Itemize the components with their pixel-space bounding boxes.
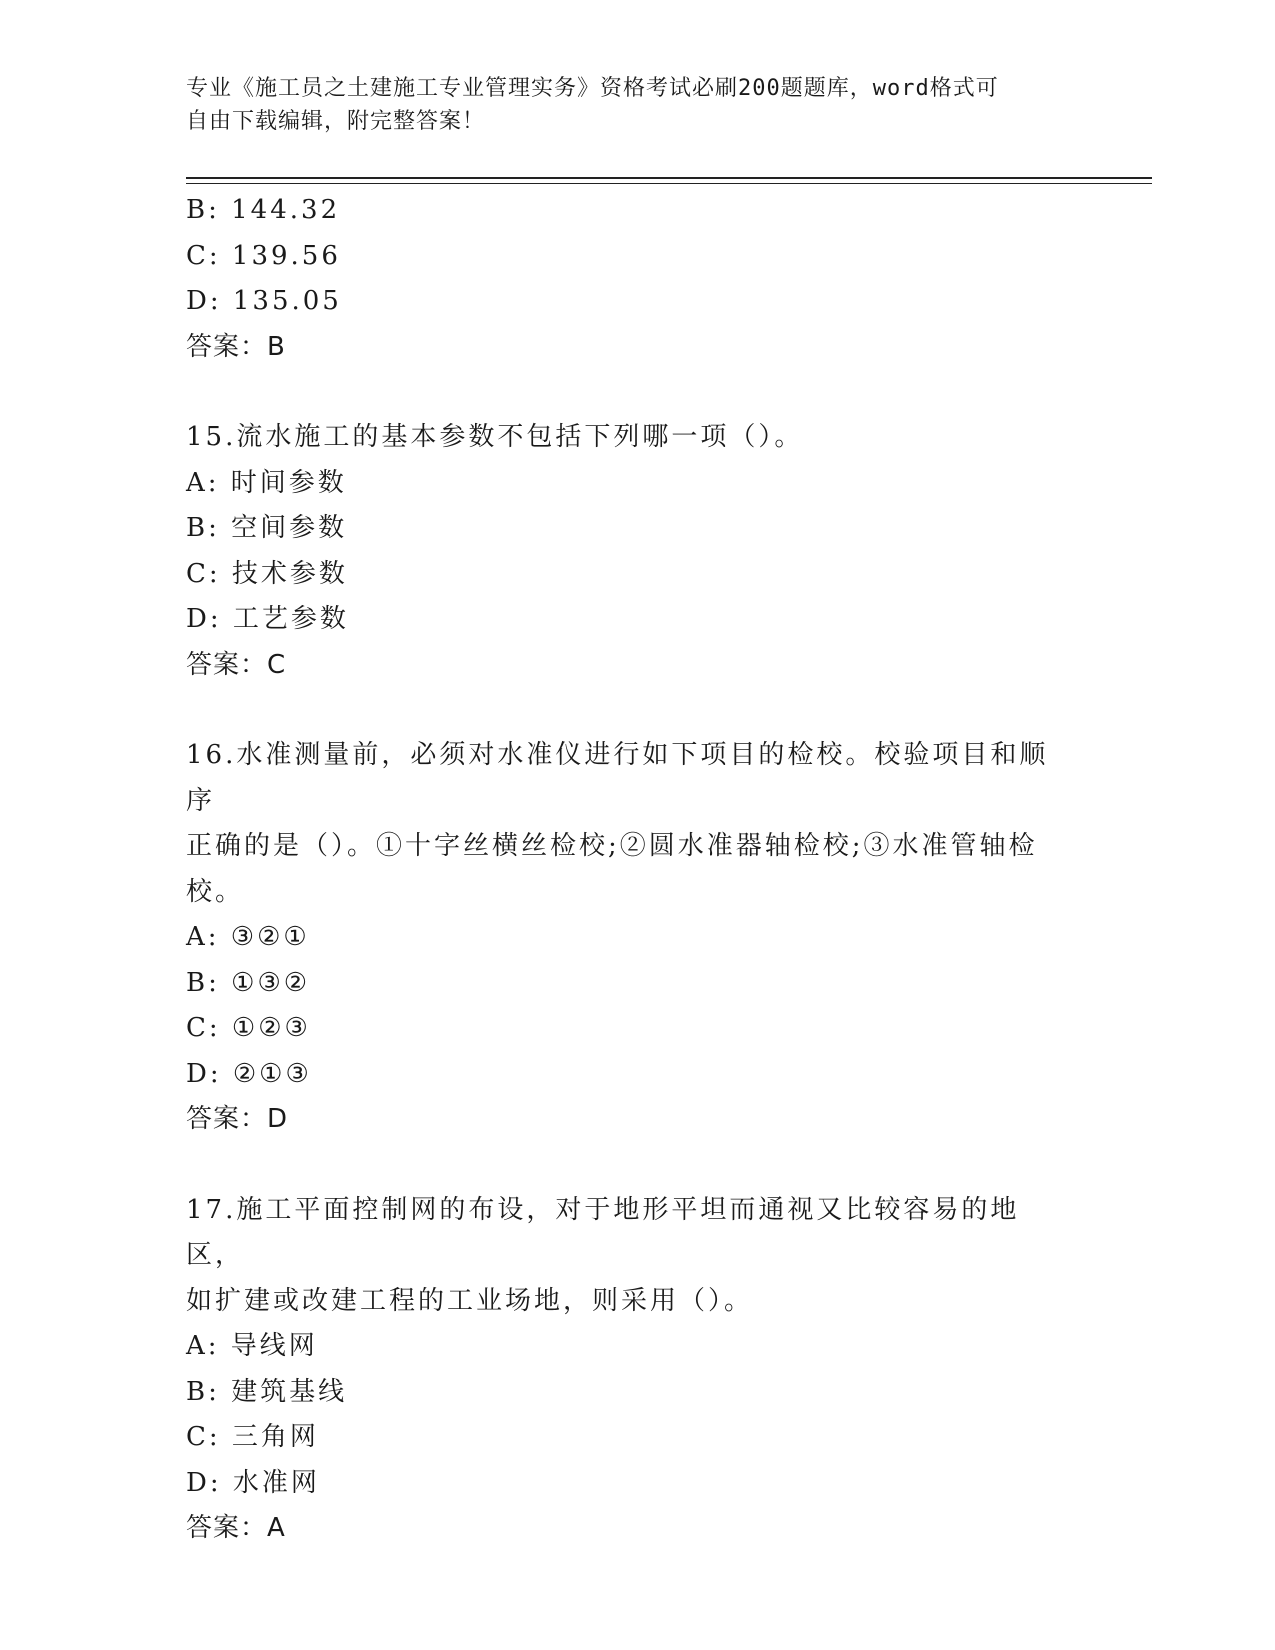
- answer-line: 答案：C: [186, 649, 287, 680]
- question-content: [186, 188, 1086, 1552]
- question-stem-line-2: 正确的是（）。①十字丝横丝检校;②圆水准器轴检校;③水准管轴检: [186, 831, 1038, 861]
- prev-question-block: [186, 188, 1086, 370]
- option-d: D: ②①③: [186, 1058, 312, 1089]
- document-header: [186, 72, 1066, 138]
- answer-line: 答案：D: [186, 1104, 289, 1134]
- question-stem: 15.流水施工的基本参数不包括下列哪一项（）。: [186, 422, 804, 452]
- option-c: C: ①②③: [186, 1013, 311, 1043]
- question-17: [186, 1188, 1086, 1552]
- question-stem-line-3: 校。: [186, 876, 245, 907]
- answer-line: 答案：A: [186, 1513, 286, 1543]
- question-stem-line-2: 如扩建或改建工程的工业场地，则采用（）。: [186, 1285, 754, 1316]
- option-d: D: 水准网: [186, 1467, 320, 1498]
- option-d: D: 工艺参数: [186, 604, 349, 634]
- option-a: A: ③②①: [186, 922, 310, 952]
- header-rule-thin: [186, 183, 1152, 184]
- question-15: [186, 415, 1086, 688]
- question-stem-line-1: 17.施工平面控制网的布设，对于地形平坦而通视又比较容易的地区，: [186, 1194, 1020, 1270]
- question-16: [186, 733, 1086, 1143]
- question-stem-line-1: 16.水准测量前，必须对水准仪进行如下项目的检校。校验项目和顺序: [186, 740, 1049, 816]
- option-b: B: 空间参数: [186, 513, 348, 543]
- header-rule-thick: [186, 177, 1152, 179]
- header-title-line-1: 专业《施工员之土建施工专业管理实务》资格考试必刷200题题库，word格式可: [186, 76, 999, 101]
- option-a: A: 时间参数: [186, 467, 347, 498]
- option-d: D: 135.05: [186, 286, 342, 316]
- answer-line: 答案：B: [186, 331, 286, 362]
- option-b: B: 建筑基线: [186, 1376, 348, 1407]
- option-c: C: 三角网: [186, 1422, 319, 1452]
- option-c: C: 技术参数: [186, 558, 348, 589]
- option-a: A: 导线网: [186, 1331, 318, 1361]
- option-c: C: 139.56: [186, 240, 341, 271]
- option-b: B: 144.32: [186, 195, 341, 225]
- option-b: B: ①③②: [186, 967, 311, 998]
- header-title-line-2: 自由下载编辑，附完整答案！: [186, 109, 486, 134]
